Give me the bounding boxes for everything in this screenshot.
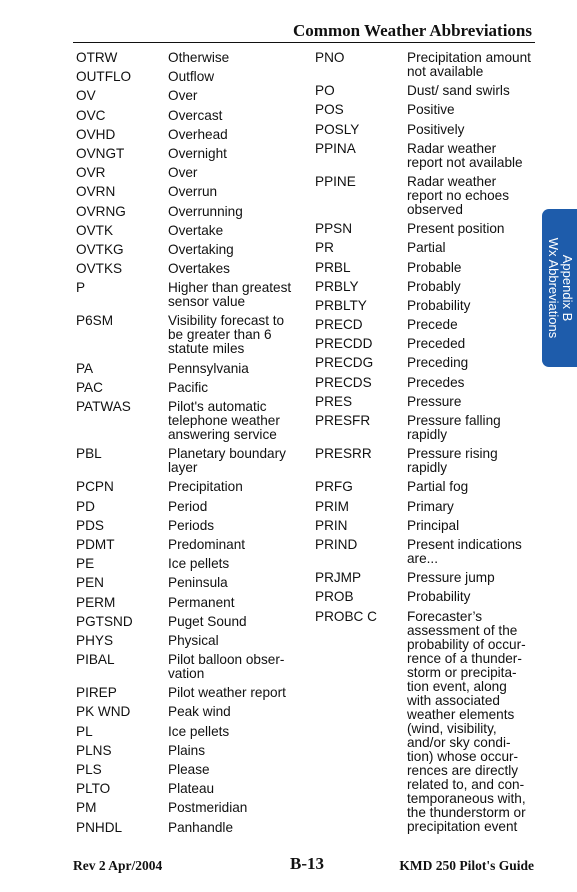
abbreviation-row	[315, 376, 537, 395]
abbreviation-definition	[168, 821, 294, 835]
definition-line: report no echoes	[407, 187, 510, 203]
abbreviation-definition	[168, 224, 294, 238]
abbreviation-code: PLTO	[76, 781, 111, 797]
abbreviation-code: PHYS	[76, 632, 114, 648]
abbreviation-definition	[168, 243, 294, 257]
definition-line: with associated	[407, 692, 500, 708]
abbreviation-row	[315, 123, 537, 142]
abbreviation-row	[76, 447, 298, 480]
abbreviation-row	[315, 538, 537, 571]
abbreviation-row	[76, 224, 298, 243]
abbreviation-definition	[168, 281, 294, 309]
abbreviation-code: PDS	[76, 517, 104, 533]
definition-line: Radar weather	[407, 173, 497, 189]
abbreviation-row	[315, 414, 537, 447]
abbreviation-code: PRECD	[315, 317, 363, 333]
abbreviation-code: OVC	[76, 107, 106, 123]
definition-line: Peak wind	[168, 704, 231, 720]
definition-line: Primary	[407, 498, 454, 514]
abbreviation-code: PRIN	[315, 517, 348, 533]
abbreviation-definition	[168, 782, 294, 796]
definition-line: Pilot's automatic	[168, 399, 267, 414]
definition-line: Overnight	[168, 145, 227, 161]
definition-line: Ice pellets	[168, 556, 230, 572]
definition-line: Precedes	[407, 374, 465, 390]
definition-line: related to, and con-	[407, 776, 525, 792]
abbreviation-definition	[168, 725, 294, 739]
abbreviation-code: OVNGT	[76, 145, 125, 161]
abbreviation-definition	[168, 615, 294, 629]
abbreviation-row	[76, 109, 298, 128]
definition-line: be greater than 6	[168, 327, 272, 343]
abbreviation-row	[76, 615, 298, 634]
abbreviation-code: PO	[315, 83, 335, 99]
definition-line: statute miles	[168, 341, 245, 357]
abbreviation-row	[76, 314, 298, 361]
abbreviation-code: PRIND	[315, 536, 358, 552]
definition-line: Plains	[168, 742, 206, 758]
definition-line: Overtaking	[168, 241, 234, 257]
footer-guide-title: KMD 250 Pilot's Guide	[399, 858, 534, 873]
abbreviation-code: POS	[315, 102, 344, 118]
abbreviation-code: PLS	[76, 762, 102, 777]
definition-line: Outflow	[168, 69, 215, 85]
abbreviation-column-right	[315, 51, 537, 839]
definition-line: report not available	[407, 154, 523, 170]
abbreviation-row	[315, 500, 537, 519]
abbreviation-code: PPINA	[315, 140, 356, 156]
abbreviation-row	[76, 653, 298, 686]
abbreviation-definition	[407, 337, 533, 351]
abbreviation-code: OVRNG	[76, 203, 126, 219]
abbreviation-column-left	[76, 51, 298, 840]
abbreviation-row	[315, 356, 537, 375]
abbreviation-definition	[407, 261, 533, 275]
definition-line: Present position	[407, 221, 505, 237]
definition-line: layer	[168, 460, 198, 476]
abbreviation-row	[315, 84, 537, 103]
definition-line: the thunderstorm or	[407, 804, 526, 820]
abbreviation-row	[76, 70, 298, 89]
abbreviation-definition	[407, 610, 533, 834]
definition-line: Positive	[407, 102, 455, 118]
abbreviation-row	[315, 280, 537, 299]
abbreviation-definition	[407, 51, 533, 79]
abbreviation-definition	[407, 123, 533, 137]
abbreviation-row	[76, 281, 298, 314]
abbreviation-row	[315, 519, 537, 538]
abbreviation-definition	[407, 222, 533, 236]
abbreviation-row	[76, 51, 298, 70]
abbreviation-row	[315, 103, 537, 122]
abbreviation-code: OVTKS	[76, 261, 123, 277]
abbreviation-code: PIBAL	[76, 652, 115, 668]
abbreviation-row	[315, 175, 537, 222]
definition-line: tion) whose occur-	[407, 748, 519, 764]
abbreviation-definition	[168, 744, 294, 758]
definition-line: Forecaster’s	[407, 608, 483, 624]
abbreviation-code: OTRW	[76, 50, 118, 65]
definition-line: Precipitation amount	[407, 50, 531, 65]
abbreviation-definition	[168, 128, 294, 142]
abbreviation-definition	[407, 142, 533, 170]
abbreviation-row	[76, 686, 298, 705]
abbreviation-row	[315, 480, 537, 499]
abbreviation-definition	[407, 175, 533, 217]
abbreviation-code: PRESFR	[315, 413, 371, 428]
definition-line: weather elements	[407, 706, 515, 722]
definition-line: Partial fog	[407, 479, 469, 495]
definition-line: Pennsylvania	[168, 360, 249, 376]
definition-line: sensor value	[168, 294, 246, 310]
abbreviation-code: PRECDS	[315, 374, 372, 390]
definition-line: Overtakes	[168, 261, 230, 277]
definition-line: assessment of the	[407, 622, 518, 638]
abbreviation-code: PNO	[315, 50, 345, 65]
footer-revision: Rev 2 Apr/2004	[73, 858, 163, 873]
abbreviation-code: PBL	[76, 446, 102, 462]
definition-line: not available	[407, 64, 484, 79]
abbreviation-row	[76, 538, 298, 557]
abbreviation-definition	[168, 480, 294, 494]
abbreviation-definition	[407, 395, 533, 409]
definition-line: Over	[168, 165, 198, 181]
abbreviation-row	[315, 261, 537, 280]
abbreviation-code: PDMT	[76, 536, 115, 552]
abbreviation-code: PRIM	[315, 498, 349, 514]
side-tab-line-2: Wx Abbreviations	[546, 237, 561, 339]
abbreviation-definition	[407, 376, 533, 390]
abbreviation-definition	[407, 84, 533, 98]
definition-line: Planetary boundary	[168, 446, 286, 462]
abbreviation-row	[76, 705, 298, 724]
abbreviation-code: PAC	[76, 379, 103, 395]
abbreviation-row	[315, 318, 537, 337]
abbreviation-code: PROBC C	[315, 608, 377, 624]
abbreviation-row	[76, 801, 298, 820]
abbreviation-row	[76, 243, 298, 262]
abbreviation-row	[315, 142, 537, 175]
abbreviation-code: POSLY	[315, 121, 360, 137]
abbreviation-row	[315, 51, 537, 84]
abbreviation-definition	[168, 538, 294, 552]
definition-line: Panhandle	[168, 819, 234, 835]
abbreviation-code: OVTK	[76, 222, 114, 238]
definition-line: tion event, along	[407, 678, 507, 694]
definition-line: Pressure rising	[407, 446, 498, 462]
abbreviation-code: PRES	[315, 393, 353, 409]
definition-line: Periods	[168, 517, 215, 533]
abbreviation-definition	[168, 381, 294, 395]
page-title: Common Weather Abbreviations	[293, 21, 532, 40]
abbreviation-code: PCPN	[76, 479, 114, 495]
definition-line: Dust/ sand swirls	[407, 83, 510, 99]
definition-line: Probably	[407, 278, 461, 294]
abbreviation-definition	[168, 576, 294, 590]
abbreviation-row	[76, 166, 298, 185]
abbreviation-definition	[168, 314, 294, 356]
abbreviation-code: OVRN	[76, 184, 116, 200]
abbreviation-row	[76, 744, 298, 763]
abbreviation-code: PEN	[76, 575, 104, 591]
abbreviation-row	[76, 500, 298, 519]
definition-line: Precede	[407, 317, 458, 333]
abbreviation-row	[315, 610, 537, 839]
title-divider	[73, 42, 535, 43]
definition-line: Predominant	[168, 536, 246, 552]
abbreviation-row	[76, 557, 298, 576]
abbreviation-row	[315, 299, 537, 318]
abbreviation-definition	[407, 480, 533, 494]
abbreviation-definition	[407, 280, 533, 294]
abbreviation-code: PD	[76, 498, 95, 514]
definition-line: answering service	[168, 427, 277, 442]
abbreviation-row	[76, 576, 298, 595]
abbreviation-row	[76, 89, 298, 108]
abbreviation-code: PE	[76, 556, 95, 572]
abbreviation-definition	[168, 400, 294, 442]
definition-line: Puget Sound	[168, 613, 247, 629]
abbreviation-row	[76, 128, 298, 147]
abbreviation-code: PERM	[76, 594, 116, 610]
definition-line: Probable	[407, 259, 462, 275]
abbreviation-definition	[168, 89, 294, 103]
abbreviation-definition	[407, 299, 533, 313]
definition-line: Pacific	[168, 379, 209, 395]
abbreviation-definition	[168, 109, 294, 123]
abbreviation-definition	[407, 500, 533, 514]
abbreviation-definition	[168, 653, 294, 681]
definition-line: Principal	[407, 517, 460, 533]
abbreviation-definition	[407, 356, 533, 370]
definition-line: Overrunning	[168, 203, 243, 219]
definition-line: temporaneous with,	[407, 790, 526, 806]
abbreviation-row	[76, 400, 298, 447]
abbreviation-row	[76, 821, 298, 840]
definition-line: and/or sky condi-	[407, 734, 511, 750]
abbreviation-code: PRESRR	[315, 446, 372, 462]
definition-line: Ice pellets	[168, 723, 230, 739]
definition-line: Permanent	[168, 594, 235, 610]
abbreviation-code: PRBLTY	[315, 297, 367, 313]
abbreviation-code: PATWAS	[76, 399, 131, 414]
abbreviation-code: PR	[315, 240, 334, 256]
abbreviation-code: PRBL	[315, 259, 351, 275]
abbreviation-row	[76, 185, 298, 204]
abbreviation-definition	[168, 447, 294, 475]
abbreviation-definition	[168, 686, 294, 700]
abbreviation-code: PIREP	[76, 685, 117, 701]
abbreviation-row	[76, 480, 298, 499]
abbreviation-definition	[407, 590, 533, 604]
definition-line: vation	[168, 666, 205, 682]
abbreviation-definition	[407, 318, 533, 332]
abbreviation-code: PRFG	[315, 479, 353, 495]
abbreviation-definition	[168, 500, 294, 514]
abbreviation-code: PM	[76, 800, 97, 816]
definition-line: Postmeridian	[168, 800, 248, 816]
abbreviation-definition	[407, 241, 533, 255]
abbreviation-definition	[407, 571, 533, 585]
abbreviation-definition	[168, 596, 294, 610]
abbreviation-definition	[407, 519, 533, 533]
abbreviation-code: PRECDD	[315, 336, 373, 352]
definition-line: Higher than greatest	[168, 280, 292, 296]
abbreviation-row	[76, 596, 298, 615]
abbreviation-definition	[168, 185, 294, 199]
abbreviation-code: OVHD	[76, 126, 116, 142]
abbreviation-row	[315, 241, 537, 260]
abbreviation-code: P6SM	[76, 313, 114, 329]
footer-page-number: B-13	[290, 854, 324, 873]
definition-line: Positively	[407, 121, 465, 137]
definition-line: Otherwise	[168, 50, 230, 65]
abbreviation-definition	[168, 205, 294, 219]
abbreviation-definition	[168, 147, 294, 161]
definition-line: Preceded	[407, 336, 466, 352]
abbreviation-definition	[168, 51, 294, 65]
definition-line: are...	[407, 550, 438, 566]
definition-line: Overtake	[168, 222, 224, 238]
abbreviation-row	[315, 447, 537, 480]
abbreviation-code: PPINE	[315, 173, 356, 189]
definition-line: Probability	[407, 589, 471, 605]
abbreviation-row	[76, 634, 298, 653]
definition-line: Peninsula	[168, 575, 228, 591]
abbreviation-row	[315, 395, 537, 414]
abbreviation-row	[315, 337, 537, 356]
definition-line: Radar weather	[407, 140, 497, 156]
abbreviation-code: PGTSND	[76, 613, 133, 629]
abbreviation-definition	[168, 557, 294, 571]
abbreviation-code: PLNS	[76, 742, 112, 758]
definition-line: Overhead	[168, 126, 228, 142]
abbreviation-definition	[407, 103, 533, 117]
definition-line: telephone weather	[168, 413, 280, 428]
abbreviation-row	[76, 519, 298, 538]
abbreviation-row	[76, 262, 298, 281]
definition-line: Visibility forecast to	[168, 313, 285, 329]
definition-line: Overrun	[168, 184, 218, 200]
definition-line: observed	[407, 201, 463, 217]
definition-line: Preceding	[407, 355, 469, 371]
abbreviation-row	[76, 362, 298, 381]
abbreviation-row	[76, 147, 298, 166]
definition-line: Partial	[407, 240, 446, 256]
definition-line: Over	[168, 88, 198, 104]
abbreviation-code: OV	[76, 88, 96, 104]
abbreviation-definition	[407, 414, 533, 442]
abbreviation-code: PA	[76, 360, 94, 376]
abbreviation-code: PL	[76, 723, 93, 739]
abbreviation-row	[315, 571, 537, 590]
abbreviation-row	[76, 381, 298, 400]
abbreviation-code: PRJMP	[315, 570, 362, 586]
abbreviation-definition	[168, 70, 294, 84]
definition-line: Period	[168, 498, 208, 514]
definition-line: Pressure falling	[407, 413, 501, 428]
abbreviation-code: PNHDL	[76, 819, 123, 835]
definition-line: Plateau	[168, 781, 215, 797]
abbreviation-definition	[168, 519, 294, 533]
definition-line: Probability	[407, 297, 471, 313]
abbreviation-definition	[168, 166, 294, 180]
abbreviation-row	[76, 725, 298, 744]
abbreviation-code: PRECDG	[315, 355, 374, 371]
abbreviation-code: OUTFLO	[76, 69, 132, 85]
definition-line: precipitation event	[407, 818, 518, 834]
abbreviation-definition	[168, 262, 294, 276]
abbreviation-row	[315, 222, 537, 241]
abbreviation-code: OVTKG	[76, 241, 124, 257]
definition-line: rence of a thunder-	[407, 650, 522, 666]
definition-line: rapidly	[407, 427, 448, 442]
side-tab-line-1: Appendix B	[560, 254, 575, 322]
abbreviation-definition	[168, 801, 294, 815]
definition-line: Overcast	[168, 107, 223, 123]
abbreviation-code: PROB	[315, 589, 354, 605]
abbreviation-code: P	[76, 280, 86, 296]
abbreviation-definition	[407, 538, 533, 566]
abbreviation-row	[76, 763, 298, 782]
abbreviation-definition	[168, 362, 294, 376]
abbreviation-definition	[168, 705, 294, 719]
definition-line: Present indications	[407, 536, 522, 552]
abbreviation-row	[315, 590, 537, 609]
definition-line: Pilot weather report	[168, 685, 286, 701]
abbreviation-code: PPSN	[315, 221, 353, 237]
definition-line: probability of occur-	[407, 636, 526, 652]
definition-line: storm or precipita-	[407, 664, 517, 680]
abbreviation-definition	[407, 447, 533, 475]
abbreviation-definition	[168, 634, 294, 648]
definition-line: Pilot balloon obser-	[168, 652, 285, 668]
definition-line: rapidly	[407, 460, 448, 476]
definition-line: (wind, visibility,	[407, 720, 497, 736]
definition-line: Precipitation	[168, 479, 243, 495]
abbreviation-definition	[168, 763, 294, 777]
definition-line: Physical	[168, 632, 219, 648]
definition-line: rences are directly	[407, 762, 519, 778]
abbreviation-code: PRBLY	[315, 278, 359, 294]
definition-line: Pressure	[407, 393, 462, 409]
abbreviation-row	[76, 782, 298, 801]
definition-line: Please	[168, 762, 210, 777]
abbreviation-code: OVR	[76, 165, 106, 181]
appendix-side-tab-label	[546, 238, 574, 338]
abbreviation-code: PK WND	[76, 704, 131, 720]
abbreviation-row	[76, 205, 298, 224]
definition-line: Pressure jump	[407, 570, 495, 586]
